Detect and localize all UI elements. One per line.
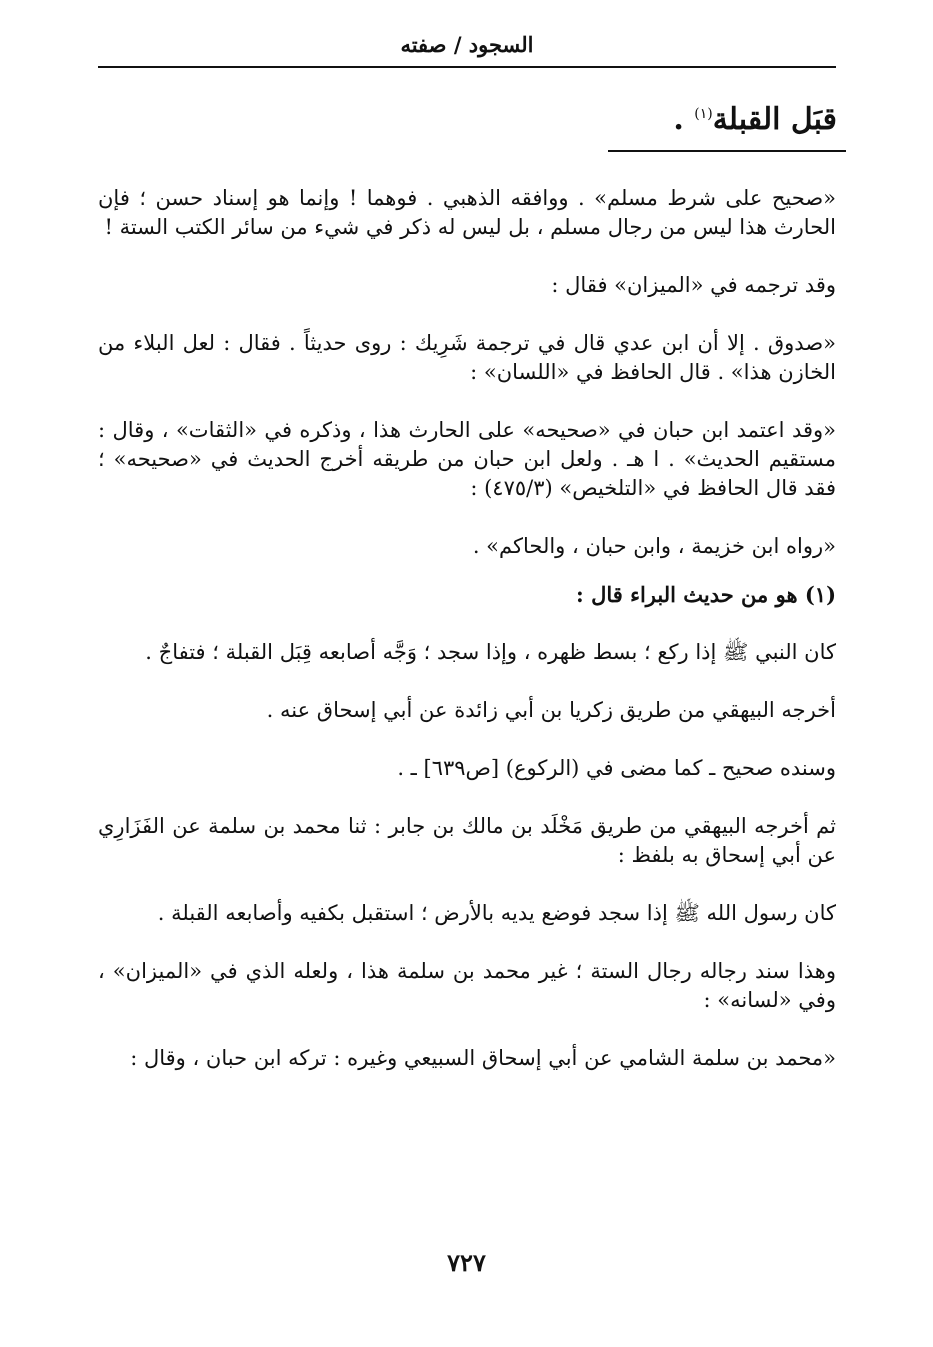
paragraph: وقد ترجمه في «الميزان» فقال :	[551, 273, 836, 297]
paragraph: «وقد اعتمد ابن حبان في «صحيحه» على الحارث هذا ، وذكره في «الثقات» ، وقال : مستقيم الحديث» . ا هـ . ولعل ابن حبان من طريقه أخرج الحديث في «صحيحه» ؛ فقد قال الحافظ في «التلخيص» (٤٧٥/٣) :	[98, 418, 836, 500]
header-divider	[98, 66, 836, 68]
page-number: ٧٢٧	[447, 1248, 486, 1277]
footnote-lead: هو من حديث البراء قال :	[576, 582, 798, 607]
paragraph: «صحيح على شرط مسلم» . ووافقه الذهبي . فوهما ! وإنما هو إسناد حسن ؛ فإن الحارث هذا ليس من رجال مسلم ، بل ليس له ذكر في شيء من سائر الكتب الستة !	[98, 186, 836, 239]
footnote-marker: (١)	[804, 582, 836, 607]
section-title-underline	[608, 150, 846, 152]
paragraph: «رواه ابن خزيمة ، وابن حبان ، والحاكم» .	[472, 534, 836, 558]
section-title-text: قبَل القبلة	[712, 102, 837, 137]
footnote-paragraph: كان النبي ﷺ إذا ركع ؛ بسط ظهره ، وإذا سجد ؛ وَجَّه أصابعه قِبَل القبلة ؛ فتفاجٌ .	[145, 640, 836, 664]
paragraph: «صدوق . إلا أن ابن عدي قال في ترجمة شَرِيك : روى حديثاً . فقال : لعل البلاء من الخازن هذا» . قال الحافظ في «اللسان» :	[98, 331, 836, 384]
footnote-paragraph: ثم أخرجه البيهقي من طريق مَخْلَد بن مالك بن جابر : ثنا محمد بن سلمة عن الفَزَارِي عن أبي إسحاق به بلفظ :	[98, 814, 836, 867]
footnote-reference-marker: (١)	[694, 106, 713, 122]
footnote-heading	[98, 580, 836, 609]
section-title-period: .	[673, 102, 684, 137]
running-header-title: السجود / صفته	[400, 32, 534, 57]
footnote-paragraph: أخرجه البيهقي من طريق زكريا بن أبي زائدة عن أبي إسحاق عنه .	[266, 698, 836, 722]
footnote-paragraph: «محمد بن سلمة الشامي عن أبي إسحاق السبيعي وغيره : تركه ابن حبان ، وقال :	[130, 1046, 836, 1070]
footnote-paragraph: وسنده صحيح ـ كما مضى في (الركوع) [ص٦٣٩] ـ .	[397, 756, 836, 780]
footnote-paragraph: وهذا سند رجاله رجال الستة ؛ غير محمد بن سلمة هذا ، ولعله الذي في «الميزان» ، وفي «لسانه» :	[98, 959, 836, 1012]
main-text	[98, 184, 836, 1102]
footnote-paragraph: كان رسول الله ﷺ إذا سجد فوضع يديه بالأرض ؛ استقبل بكفيه وأصابعه القبلة .	[157, 901, 836, 925]
section-title	[673, 92, 837, 142]
